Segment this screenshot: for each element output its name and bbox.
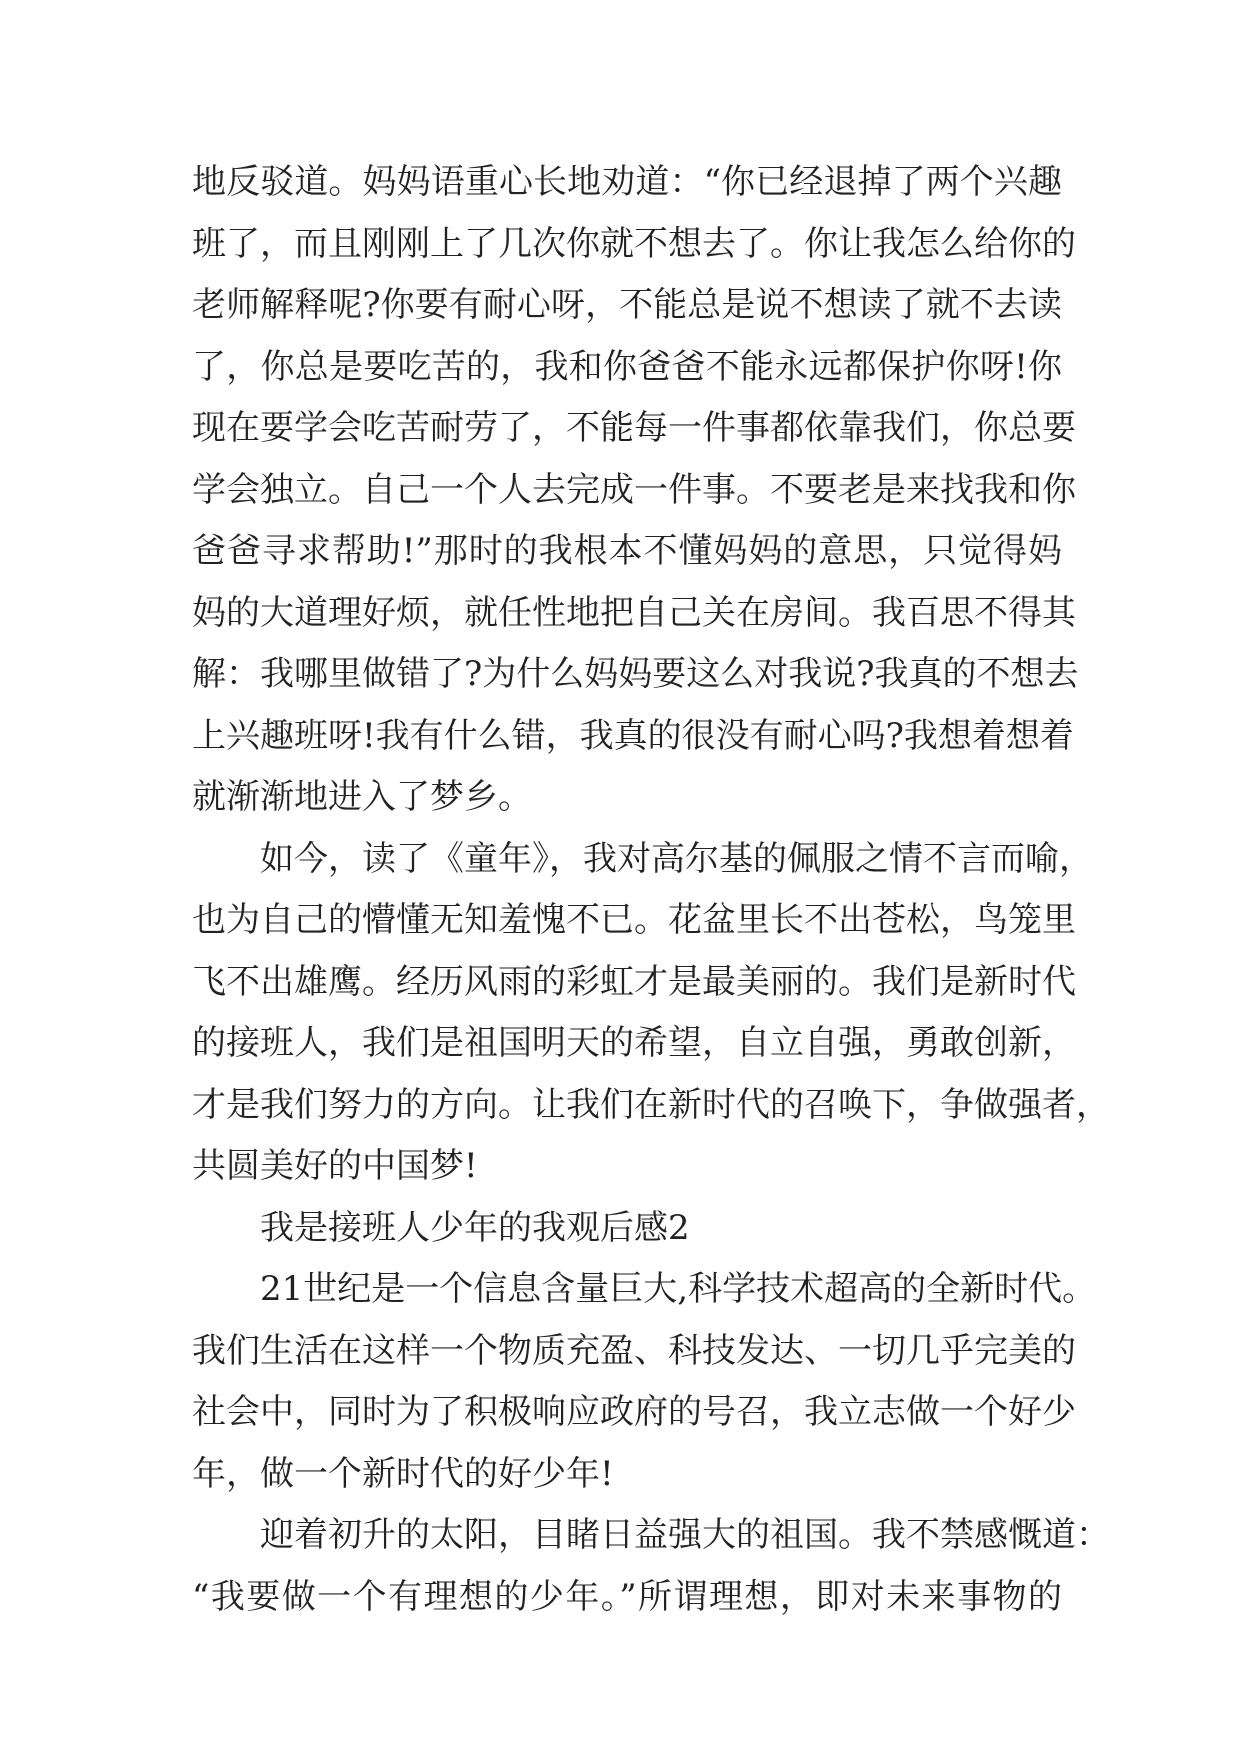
text-line: 也为自己的懵懂无知羞愧不已。花盆里长不出苍松，鸟笼里 xyxy=(192,900,1076,940)
text-line: 妈的大道理好烦，就任性地把自己关在房间。我百思不得其 xyxy=(192,592,1076,633)
text-line: 现在要学会吃苦耐劳了，不能每一件事都依靠我们，你总要 xyxy=(192,408,1076,448)
text-line: 才是我们努力的方向。让我们在新时代的召唤下，争做强者， xyxy=(192,1084,1110,1125)
text-line: 年，做一个新时代的好少年! xyxy=(192,1453,614,1494)
text-line: 我们生活在这样一个物质充盈、科技发达、一切几乎完美的 xyxy=(192,1330,1076,1371)
text-line: 地反驳道。妈妈语重心长地劝道：“你已经退掉了两个兴趣 xyxy=(192,162,1062,202)
paragraph-first-line: 如今，读了《童年》，我对高尔基的佩服之情不言而喻， xyxy=(260,838,1093,879)
text-line: 解：我哪里做错了?为什么妈妈要这么对我说?我真的不想去 xyxy=(192,654,1079,694)
text-line: 共圆美好的中国梦! xyxy=(192,1146,478,1186)
text-line: 学会独立。自己一个人去完成一件事。不要老是来找我和你 xyxy=(192,469,1076,510)
text-line: “我要做一个有理想的少年。”所谓理想，即对未来事物的 xyxy=(192,1576,1062,1617)
text-line: 了，你总是要吃苦的，我和你爸爸不能永远都保护你呀!你 xyxy=(192,346,1062,387)
paragraph-first-line: 迎着初升的太阳，目睹日益强大的祖国。我不禁感慨道： xyxy=(260,1515,1110,1555)
text-line: 就渐渐地进入了梦乡。 xyxy=(192,777,532,817)
paragraph-first-line: 21世纪是一个信息含量巨大,科学技术超高的全新时代。 xyxy=(260,1269,1097,1309)
text-line: 社会中，同时为了积极响应政府的号召，我立志做一个好少 xyxy=(192,1392,1076,1432)
document-body xyxy=(192,152,1110,1628)
text-line: 爸爸寻求帮助!”那时的我根本不懂妈妈的意思，只觉得妈 xyxy=(192,531,1062,571)
text-line: 老师解释呢?你要有耐心呀，不能总是说不想读了就不去读 xyxy=(192,285,1062,325)
text-line: 班了，而且刚刚上了几次你就不想去了。你让我怎么给你的 xyxy=(192,223,1076,264)
text-line: 上兴趣班呀!我有什么错，我真的很没有耐心吗?我想着想着 xyxy=(192,715,1074,756)
paragraph-first-line: 我是接班人少年的我观后感2 xyxy=(260,1207,690,1248)
text-line: 飞不出雄鹰。经历风雨的彩虹才是最美丽的。我们是新时代 xyxy=(192,961,1076,1002)
text-line: 的接班人，我们是祖国明天的希望，自立自强，勇敢创新， xyxy=(192,1023,1076,1063)
